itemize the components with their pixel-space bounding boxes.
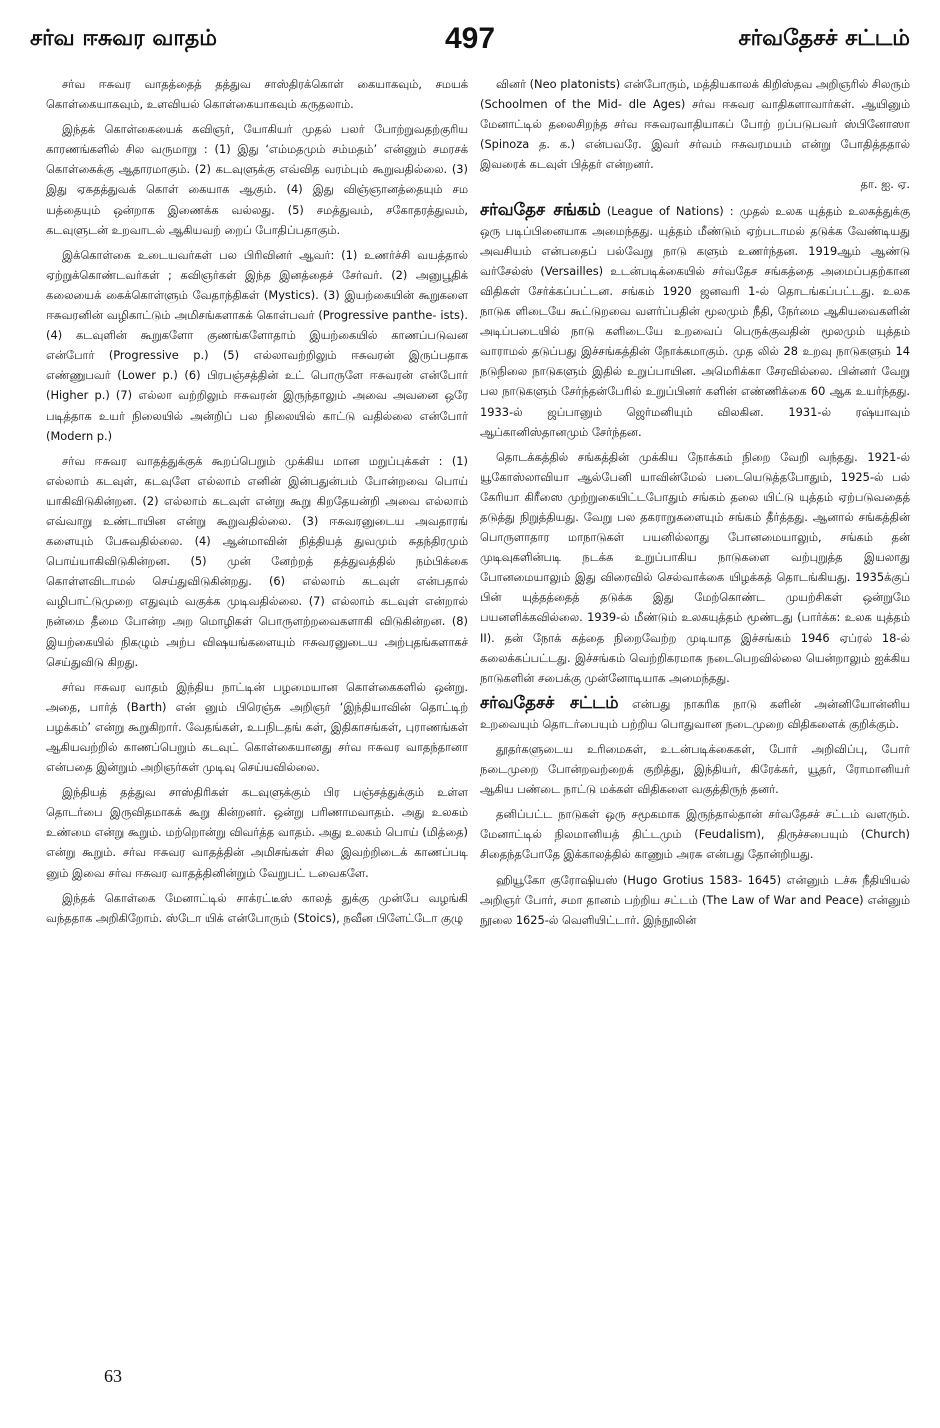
entry-body: (League of Nations) : முதல் உலக யுத்தம் உலகத்துக்கு ஒரு படிப்பினையாக அமைந்தது. யுத்தம் மீண்டும் ஏற்படாமல் தடுக்க வேண்டியது அவசியம் என்பதைப் பல்வேறு நாடு களும் உணர்ந்தன. 1919ஆம் ஆண்டு வர்சேல்ஸ் (Versailles) உடன்படிக்கையில் சர்வதேச சங்கத்தை அமைப்பதற்கான விதிகள் சேர்க்கப்பட்டன. சங்கம் 1920 ஜனவரி 1-ல் தொடங்கப்பட்டது. உலக நாடுக ளிடையே கூட்டுறவை வளர்ப்பதின் மூலமும் நீதி, நேர்மை ஆகியவைகளின் அடிப்படையில் நாடு களிடையே உறவைப் பெருக்குவதின் மூலமும் யுத்தம் வாராமல் தடுப்பது இச்சங்கத்தின் நோக்கமாகும். முத லில் 28 உறவு நாடுகளும் 14 நடுநிலை நாடுகளும் இதில் உறுப்பாயின. அமெரிக்கா சேரவில்லை. பின்னர் வேறு பல நாடுகளும் சேர்ந்தன்பேரில் உறுப்பினர் களின் எண்ணிக்கை 60 ஆக உயர்ந்தது. 1933-ல் ஜப்பானும் ஜெர்மனியும் விலகின. 1931-ல் ரஷ்யாவும் ஆப்கானிஸ்தானமும் சேர்ந்தன.: [480, 203, 910, 439]
paragraph: இக்கொள்கை உடையவர்கள் பல பிரிவினர் ஆவர்: (1) உணர்ச்சி வயத்தால் ஏற்றுக்கொண்டவர்கள் ; கவிஞர்கள் இந்த இனத்தைச் சேர்வர். (2) அனுபூதிக் கலையைக் கைக்கொள்ளும் வேதாந்திகள் (Mystics). (3) இயற்கையின் கூறுகளை ஈசுவரனின் வழிகாட்டும் அமிசங்களாகக் கொள்பவர் (Progressive panthe- ists). (4) கடவுளின் கூறுகளோ குணங்களோதாம் இயற்கையில் காணப்படுவன என்போர் (Progressive p.) (5) எல்லாவற்றிலும் ஈசுவரன் இருப்பதாக எண்ணுபவர் (Lower p.) (6) பிரபஞ்சத்தின் உட் பொருளே ஈசுவரன் என்போர் (Higher p.) (7) எல்லா வற்றிலும் ஈசுவரன் இருந்தாலும் அவை அவனை ஒரே படித்தாக உயர் நிலையில் அன்றிப் பல நிலையில் காட்டு வதில்லை என்போர் (Modern p.): [46, 247, 468, 443]
paragraph: சர்வ ஈசுவர வாதத்தைத் தத்துவ சாஸ்திரக்கொள் கையாகவும், சமயக் கொள்கையாகவும், உளவியல் கொள்கையாகவும் கருதலாம்.: [46, 77, 468, 112]
paragraph: [480, 74, 910, 195]
page-number: 497: [444, 22, 496, 55]
entry-league-of-nations: [480, 200, 910, 442]
right-column: [480, 74, 910, 1364]
paragraph: சர்வ ஈசுவர வாதம் இந்திய நாட்டின் பழமையான கொள்கைகளில் ஒன்று. அதை, பார்த் (Barth) என் னும் பிரெஞ்சு அறிஞர் ‘இந்தியாவின் தொட்டிற் பழக்கம்’ என்று கூறுகிறார். வேதங்கள், உபநிடதங் கள், இதிகாசங்கள், புராணங்கள் ஆகியவற்றில் காணப்பெறும் கடவுட் கொள்கையானது சர்வ ஈசுவர வாதந்தானா என்பதை இன்றும் அறிஞர்கள் முடிவு செய்யவில்லை.: [46, 679, 468, 775]
paragraph: இந்தக் கொள்கை மேனாட்டில் சாக்ரட்டீஸ் காலத் துக்கு முன்பே வழங்கி வந்ததாக அறிகிறோம். ஸ்டோ யிக் என்போரும் (Stoics), நவீன பிளேட்டோ குழு: [46, 890, 468, 925]
paragraph: சர்வ ஈசுவர வாதத்துக்குக் கூறப்பெறும் முக்கிய மான மறுப்புக்கள் : (1) எல்லாம் கடவுள், கடவுளே எல்லாம் எனின் இன்பதுன்பம் போன்றவை பொய் யாகிவிடுகின்றன. (2) எல்லாம் கடவுள் என்று கூறு கிறதேயன்றி அவை எல்லாம் எவ்வாறு உண்டாயின என்று கூறுவதில்லை. (3) ஈசுவரனுடைய அவதாரங் களையும் பேசுவதில்லை. (4) ஆன்மாவின் நித்தியத் துவமும் சுதந்திரமும் பொய்யாகிவிடுகின்றன. (5) முன் னேற்றத் தத்துவத்தில் நம்பிக்கை கொள்ளவிடாமல் செய்துவிடுகின்றது. (6) எல்லாம் கடவுள் என்பதால் வழிபாட்டுமுறை எதுவும் வகுக்க முடிவதில்லை. (7) எல்லாம் கடவுள் என்றால் நன்மை தீமை போன்ற அற மொழிகள் பொருளற்றவைகளாகி விடுகின்றன. (8) இயற்கையில் நிகழும் அற்ப விஷயங்களையும் ஈசுவரனுடைய அற்புதங்களாகச் செய்துவிடு கிறது.: [46, 453, 468, 669]
paragraph: தொடக்கத்தில் சங்கத்தின் முக்கிய நோக்கம் நிறை வேறி வந்தது. 1921-ல் யூகோஸ்லாவியா ஆல்பேனி யாவின்மேல் படையெடுத்தபோதும், 1925-ல் பல் கேரியா கிரீஸை முற்றுகையிட்டபோதும் சங்கம் தலை யிட்டு யுத்தம் ஏற்படுவதைத் தடுத்து நிறுத்தியது. வேறு பல தகராறுகளையும் சங்கம் தீர்த்தது. ஆனால் சங்கத்தின் பொருளாதார மாநாடுகள் பயனில்லாது போனமையாலும், சங்கம் தன் முடிவுகளின்படி நடக்க உறுப்பாகிய நாடுகளை வற்புறுத்த இயலாது போனமையாலும் இது விரைவில் செல்வாக்கை யிழக்கத் தொடங்கியது. 1935க்குப் பின் யுத்தத்தைத் தடுக்க இது மேற்கொண்ட முயற்சிகள் ஒன்றுமே பயனளிக்கவில்லை. 1939-ல் மீண்டும் உலகயுத்தம் மூண்டது (பார்க்க: உலக யுத்தம் II). தன் நோக் கத்தை நிறைவேற்ற முடியாத இச்சங்கம் 1946 ஏப்ரல் 18-ல் கலைக்கப்பட்டது. இச்சங்கம் வெற்றிகரமாக நடைபெறவில்லை யென்றாலும் ஐக்கிய நாடுகளின் சபைக்கு முன்னோடியாக அமைந்தது.: [480, 449, 910, 685]
paragraph: ஹியூகோ குரோஷியஸ் (Hugo Grotius 1583- 1645) என்னும் டச்சு நீதியியல் அறிஞர் போர், சமா தானம் பற்றிய சட்டம் (The Law of War and Peace) என்னும் நூலை 1625-ல் வெளியிட்டார். இந்நூலின்: [480, 872, 910, 927]
running-head-right: சர்வதேசச் சட்டம்: [738, 26, 910, 51]
paragraph: தூதர்களுடைய உரிமைகள், உடன்படிக்கைகள், போர் அறிவிப்பு, போர் நடைமுறை போன்றவற்றைக் குறித்து, இந்தியர், கிரேக்கர், யூதர், ரோமானியர் ஆகிய பண்டை நாட்டு மக்கள் விதிகளை வகுத்திருந் தனர்.: [480, 742, 910, 797]
page-header: [30, 22, 910, 62]
author-initials: தா. ஐ. ஏ.: [860, 177, 910, 192]
paragraph: தனிப்பட்ட நாடுகள் ஒரு சமூகமாக இருந்தால்தான் சர்வதேசச் சட்டம் வளரும். மேனாட்டில் நிலமானியத் திட்டமும் (Feudalism), திருச்சபையும் (Church) சிதைந்தபோதே இக்காலத்தில் காணும் அரசு என்பது தோன்றியது.: [480, 807, 910, 862]
entry-title: சர்வதேசச் சட்டம்: [480, 692, 619, 712]
footer-page-marker: 63: [104, 1366, 122, 1386]
entry-title: சர்வதேச சங்கம்: [480, 199, 601, 219]
paragraph: இந்தக் கொள்கையைக் கவிஞர், யோகியர் முதல் பலர் போற்றுவதற்குரிய காரணங்களில் சில வருமாறு : (1) இது ‘எம்மதமும் சம்மதம்’ என்னும் சமரசக் கொள்கைக்கு ஆதாரமாகும். (2) கடவுளுக்கு எவ்வித வரம்பும் கூறுவதில்லை. (3) இது ஏகதத்துவக் கொள் கையாக ஆகும். (4) இது விஞ்ஞானத்தையும் சம யத்தையும் ஒன்றாக இணைக்க வல்லது. (5) சமத்துவம், சகோதரத்துவம், கடவுளுடன் உறவாடல் ஆகியவற் றைப் போதிப்பதாகும்.: [46, 122, 468, 237]
paragraph-text: வினர் (Neo platonists) என்போரும், மத்தியகாலக் கிறிஸ்தவ அறிஞரில் சிலரும் (Schoolmen of the Mid- dle Ages) சர்வ ஈசுவர வாதிகளாவார்கள். ஆயினும் மேனாட்டில் தலைசிறந்த சர்வ ஈசுவரவாதியாகப் போற் றப்படுபவர் ஸ்பினோஸா (Spinoza த. க.) என்பவரே. இவர் சர்வம் ஈசுவரமயம் என்று போதித்ததால் இவரைக் கடவுள் பித்தர் என்றனர்.: [480, 77, 910, 172]
entry-international-law: [480, 693, 910, 734]
entry-body: என்பது நாகரிக நாடு களின் அன்னியோன்னிய உறவையும் தொடர்பையும் பற்றிய பொதுவான நடைமுறை விதிகளைக் குறிக்கும்.: [480, 696, 910, 731]
left-column: [46, 74, 468, 1364]
paragraph: இந்தியத் தத்துவ சாஸ்திரிகள் கடவுளுக்கும் பிர பஞ்சத்துக்கும் உள்ள தொடர்பை இருவிதமாகக் கூறு கின்றனர். ஒன்று பரிணாமவாதம். அது உலகம் உண்மை என்று கூறும். மற்றொன்று விவர்த்த வாதம். அது உலகம் பொய் (மித்தை) என்று கூறும். சர்வ ஈசுவர வாதத்தின் அமிசங்கள் சில இவற்றிடைக் காணப்படி னும் இவை சர்வ ஈசுவர வாதத்தினின்றும் வேறுபட் டவைகளே.: [46, 785, 468, 880]
running-head-left: சர்வ ஈசுவர வாதம்: [30, 26, 217, 51]
